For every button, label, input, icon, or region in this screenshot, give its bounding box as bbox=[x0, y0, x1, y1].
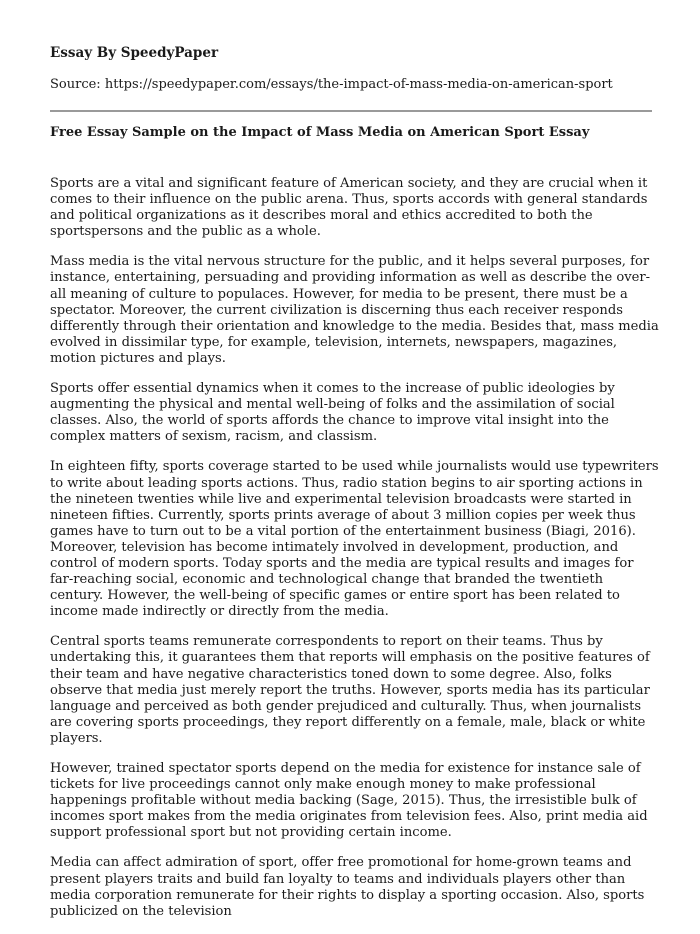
horizontal-divider bbox=[50, 110, 652, 112]
paragraph: Media can affect admiration of sport, offer free promotional for home-grown teams and present players traits and build fan loyalty to teams and individuals players other than media corporation remunerate for their rights to display a sporting occasion. Also, sports publicized on the television bbox=[50, 855, 645, 919]
paragraph: Sports are a vital and significant feature of American society, and they are crucial when it comes to their influence on the public arena. Thus, sports accords with general standards and political organizations as it describes moral and ethics accredited to both the sportspersons and the public as a whole. bbox=[50, 176, 648, 240]
source-url: https://speedypaper.com/essays/the-impact-of-mass-media-on-american-sport bbox=[104, 77, 613, 92]
paragraph: However, trained spectator sports depend on the media for existence for instance sale of tickets for live proceedings cannot only make enough money to make professional happenings profitable without media backing (Sage, 2015). Thus, the irresistible bulk of incomes sport makes from the media originates from television fees. Also, print media aid support professional sport but not providing certain income. bbox=[50, 761, 648, 841]
source-label: Source: bbox=[50, 77, 101, 92]
essay-title: Free Essay Sample on the Impact of Mass Media on American Sport Essay bbox=[50, 125, 590, 140]
document-header-title: Essay By SpeedyPaper bbox=[50, 45, 219, 61]
paragraph: Sports offer essential dynamics when it comes to the increase of public ideologies by augmenting the physical and mental well-being of folks and the assimilation of social classes. Also, the world of sports affords the chance to improve vital insight into the complex matters of sexism, racism, and classism. bbox=[50, 381, 615, 445]
document-page bbox=[50, 44, 660, 934]
paragraph: Mass media is the vital nervous structure for the public, and it helps several purposes, for instance, entertaining, persuading and providing information as well as describe the over-all meaning of culture to populaces. However, for media to be present, there must be a spectator. Moreover, the current civilization is discerning thus each receiver responds differently through their orientation and knowledge to the media. Besides that, mass media evolved in dissimilar type, for example, television, internets, newspapers, magazines, motion pictures and plays. bbox=[50, 254, 659, 366]
source-line bbox=[50, 76, 660, 94]
paragraph: Central sports teams remunerate correspondents to report on their teams. Thus by undertaking this, it guarantees them that reports will emphasis on the positive features of their team and have negative characteristics toned down to some degree. Also, folks observe that media just merely report the truths. However, sports media has its particular language and perceived as both gender prejudiced and culturally. Thus, when journalists are covering sports proceedings, they report differently on a female, male, black or white players. bbox=[50, 634, 650, 746]
paragraph: In eighteen fifty, sports coverage started to be used while journalists would use typewriters to write about leading sports actions. Thus, radio station begins to air sporting actions in the nineteen twenties while live and experimental television broadcasts were started in nineteen fifties. Currently, sports prints average of about 3 million copies per week thus games have to turn out to be a vital portion of the entertainment business (Biagi, 2016). Moreover, television has become intimately involved in development, production, and control of modern sports. Today sports and the media are typical results and images for far-reaching social, economic and technological change that branded the twentieth century. However, the well-being of specific games or entire sport has been related to income made indirectly or directly from the media. bbox=[50, 459, 659, 620]
essay-body bbox=[50, 176, 660, 920]
